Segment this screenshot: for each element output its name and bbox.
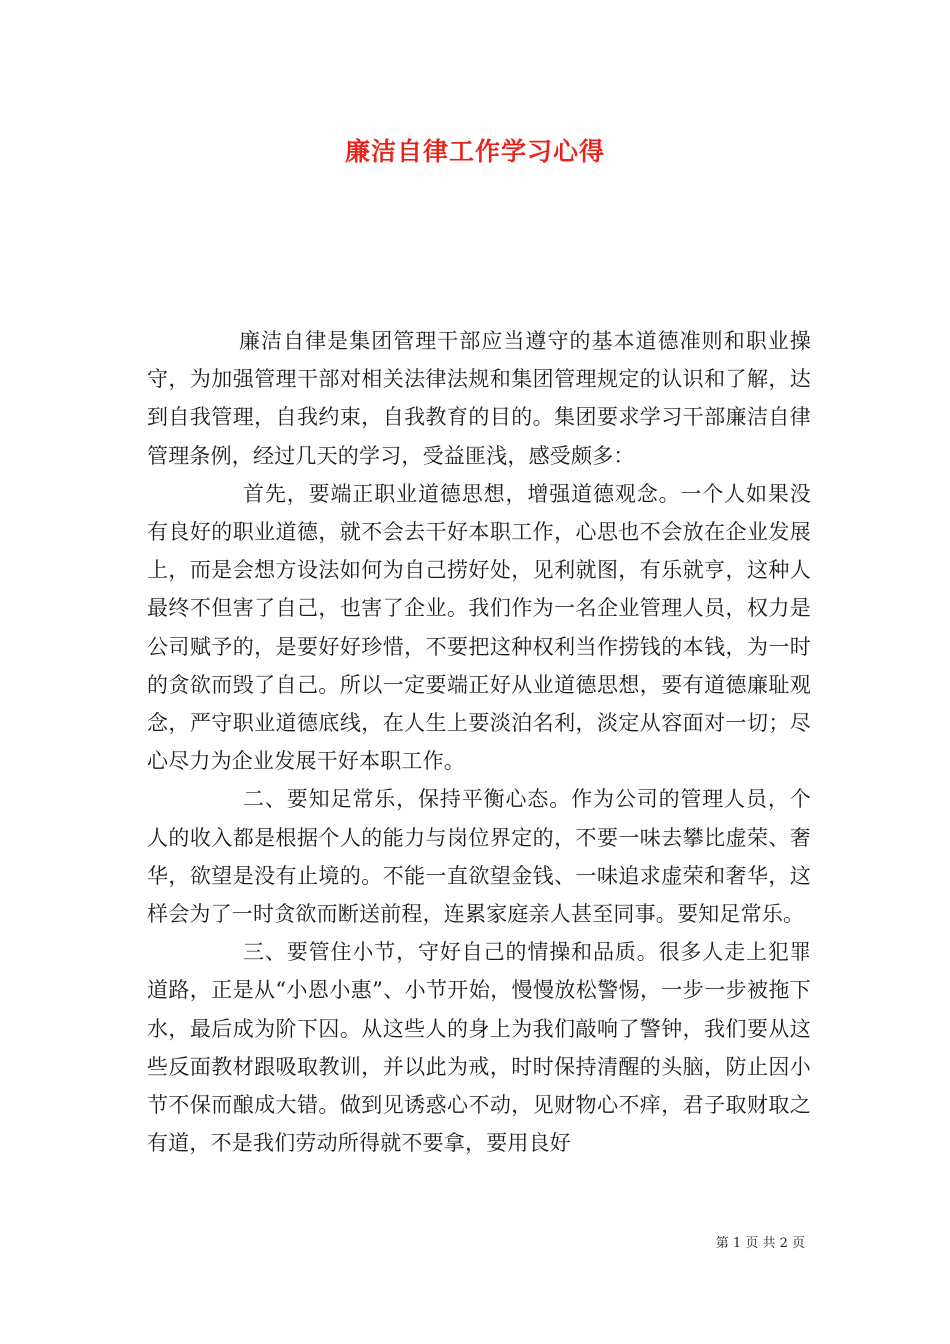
page-number-footer: 第 1 页 共 2 页 <box>715 1236 805 1251</box>
document-body <box>147 322 811 1162</box>
document-title: 廉洁自律工作学习心得 <box>344 137 605 166</box>
paragraph-first: 首先，要端正职业道德思想，增强道德观念。一个人如果没有良好的职业道德，就不会去干好本职工作，心思也不会放在企业发展上，而是会想方设法如何为自己捞好处，见利就图，有乐就亨，这种人最终不但害了自己，也害了企业。我们作为一名企业管理人员，权力是公司赋予的，是要好好珍惜，不要把这种权利当作捞钱的本钱，为一时的贪欲而毁了自己。所以一定要端正好从业道德思想，要有道德廉耻观念，严守职业道德底线，在人生上要淡泊名利，淡定从容面对一切；尽心尽力为企业发展干好本职工作。 <box>147 481 811 774</box>
paragraph-second: 二、要知足常乐，保持平衡心态。作为公司的管理人员，个人的收入都是根据个人的能力与岗位界定的，不要一味去攀比虚荣、奢华，欲望是没有止境的。不能一直欲望金钱、一味追求虚荣和奢华，这样会为了一时贪欲而断送前程，连累家庭亲人甚至同事。要知足常乐。 <box>147 787 811 927</box>
paragraph-intro: 廉洁自律是集团管理干部应当遵守的基本道德准则和职业操守，为加强管理干部对相关法律法规和集团管理规定的认识和了解，达到自我管理，自我约束，自我教育的目的。集团要求学习干部廉洁自律管理条例，经过几天的学习，受益匪浅，感受颇多： <box>147 329 811 468</box>
paragraph-third: 三、要管住小节，守好自己的情操和品质。很多人走上犯罪道路，正是从“小恩小惠”、小节开始，慢慢放松警惕，一步一步被拖下水，最后成为阶下囚。从这些人的身上为我们敲响了警钟，我们要从这些反面教材跟吸取教训，并以此为戒，时时保持清醒的头脑，防止因小节不保而酿成大错。做到见诱惑心不动，见财物心不痒，君子取财取之有道，不是我们劳动所得就不要拿，要用良好 <box>147 940 811 1156</box>
